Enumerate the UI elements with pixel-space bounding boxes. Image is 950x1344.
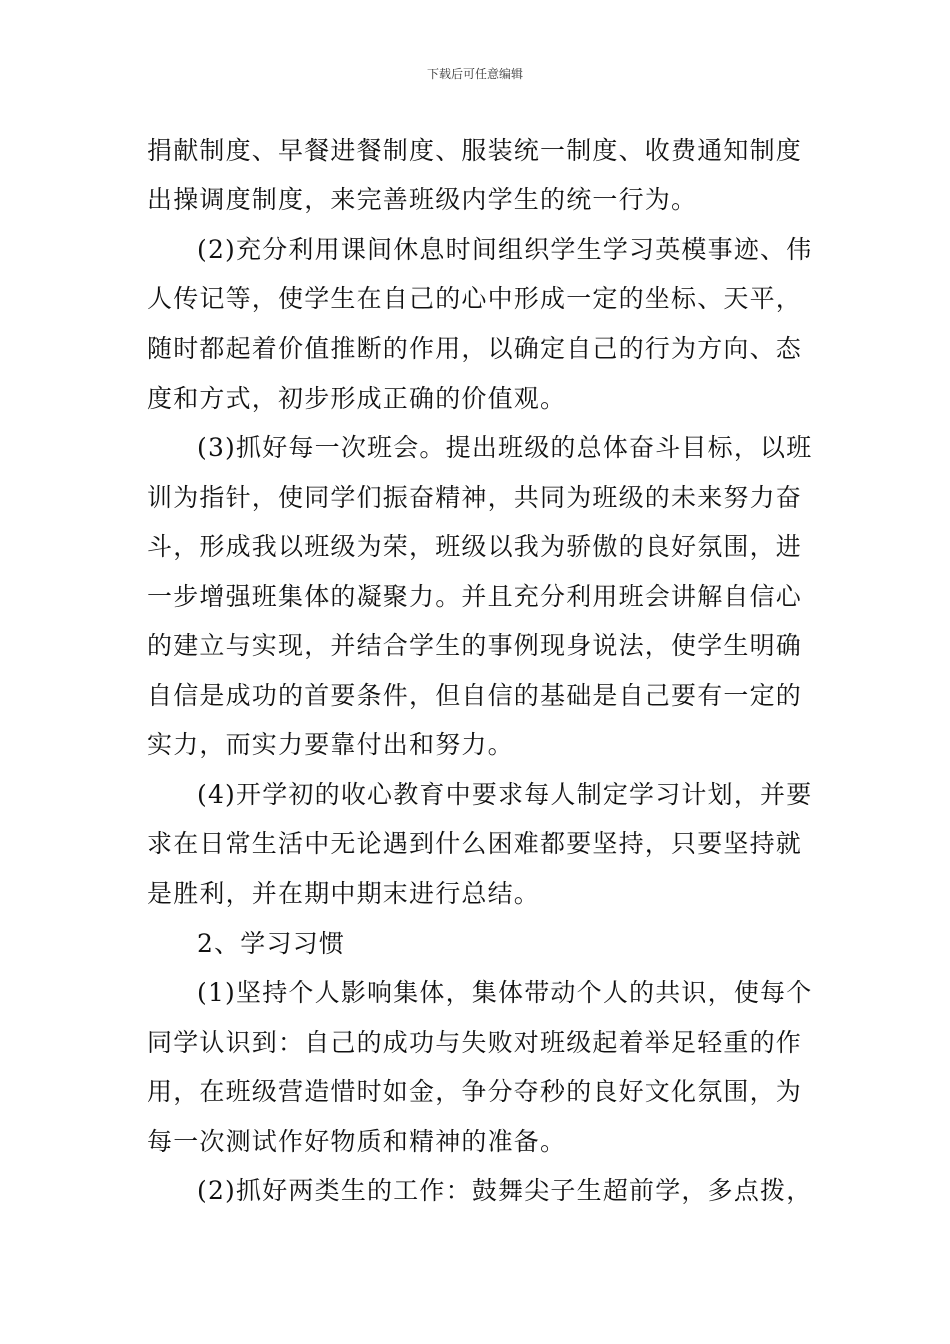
- text-line: 是胜利，并在期中期末进行总结。: [147, 879, 541, 908]
- text-line: 出操调度制度，来完善班级内学生的统一行为。: [147, 185, 698, 214]
- text-line: 一步增强班集体的凝聚力。并且充分利用班会讲解自信心: [147, 582, 803, 611]
- text-line: 捐献制度、早餐进餐制度、服装统一制度、收费通知制度: [147, 136, 803, 165]
- text-line: 训为指针，使同学们振奋精神，共同为班级的未来努力奋: [147, 483, 803, 512]
- text-line: 自信是成功的首要条件，但自信的基础是自己要有一定的: [147, 681, 803, 710]
- text-line: (2)抓好两类生的工作：鼓舞尖子生超前学，多点拨，: [197, 1176, 813, 1205]
- text-line: 随时都起着价值推断的作用，以确定自己的行为方向、态: [147, 334, 803, 363]
- text-line: (2)充分利用课间休息时间组织学生学习英模事迹、伟: [197, 235, 813, 264]
- text-line: 实力，而实力要靠付出和努力。: [147, 730, 514, 759]
- text-line: 求在日常生活中无论遇到什么困难都要坚持，只要坚持就: [147, 829, 803, 858]
- text-line: 斗，形成我以班级为荣，班级以我为骄傲的良好氛围，进: [147, 532, 803, 561]
- text-line: 用，在班级营造惜时如金，争分夺秒的良好文化氛围，为: [147, 1077, 803, 1106]
- text-line: (1)坚持个人影响集体，集体带动个人的共识，使每个: [197, 978, 813, 1007]
- text-line: 度和方式，初步形成正确的价值观。: [147, 384, 567, 413]
- text-line: (4)开学初的收心教育中要求每人制定学习计划，并要: [197, 780, 813, 809]
- section-heading: 2、学习习惯: [197, 929, 346, 958]
- text-line: 同学认识到：自己的成功与失败对班级起着举足轻重的作: [147, 1028, 803, 1057]
- text-line: 人传记等，使学生在自己的心中形成一定的坐标、天平，: [147, 284, 803, 313]
- text-line: 每一次测试作好物质和精神的准备。: [147, 1127, 567, 1156]
- text-line: (3)抓好每一次班会。提出班级的总体奋斗目标，以班: [197, 433, 813, 462]
- page-header: 下载后可任意编辑: [426, 67, 523, 81]
- text-line: 的建立与实现，并结合学生的事例现身说法，使学生明确: [147, 631, 803, 660]
